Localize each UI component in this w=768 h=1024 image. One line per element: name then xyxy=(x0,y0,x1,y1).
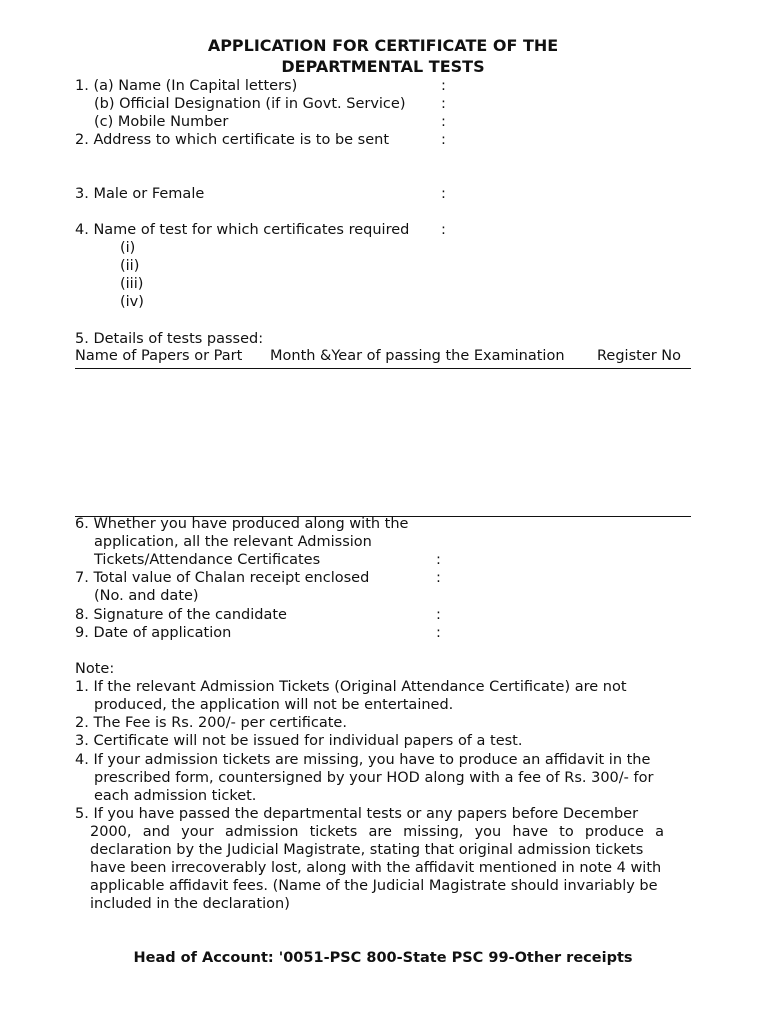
table-header-month-year: Month &Year of passing the Examination xyxy=(270,348,565,364)
note-5-line-4: have been irrecoverably lost, along with the affidavit mentioned in note 4 with xyxy=(90,860,662,876)
test-item-ii: (ii) xyxy=(120,258,140,274)
table-header-register-no: Register No xyxy=(597,348,682,364)
note-5-line-2: 2000, and your admission tickets are missing, you have to produce a xyxy=(90,824,664,840)
test-item-iii: (iii) xyxy=(120,276,144,292)
field-1a-name-label: 1. (a) Name (In Capital letters) xyxy=(75,78,298,94)
notes-heading: Note: xyxy=(75,661,115,677)
field-6-label-line-1: 6. Whether you have produced along with the xyxy=(75,516,409,532)
field-8-colon: : xyxy=(436,607,441,623)
field-1b-colon: : xyxy=(441,96,446,112)
field-1b-designation-label: (b) Official Designation (if in Govt. Service) xyxy=(94,96,406,112)
note-4-line-3: each admission ticket. xyxy=(94,788,257,804)
field-3-colon: : xyxy=(441,186,446,202)
note-4-line-1: 4. If your admission tickets are missing, you have to produce an affidavit in the xyxy=(75,752,651,768)
field-6-label-line-2: application, all the relevant Admission xyxy=(94,534,372,550)
table-header-rule xyxy=(75,368,691,369)
field-2-colon: : xyxy=(441,132,446,148)
note-5-line-6: included in the declaration) xyxy=(90,896,290,912)
field-2-address-label: 2. Address to which certificate is to be sent xyxy=(75,132,390,148)
field-8-signature-label: 8. Signature of the candidate xyxy=(75,607,287,623)
field-6-colon: : xyxy=(436,552,441,568)
note-1-line-2: produced, the application will not be entertained. xyxy=(94,697,454,713)
field-9-colon: : xyxy=(436,625,441,641)
field-9-date-label: 9. Date of application xyxy=(75,625,232,641)
field-3-gender-label: 3. Male or Female xyxy=(75,186,205,202)
note-3: 3. Certificate will not be issued for individual papers of a test. xyxy=(75,733,523,749)
field-1c-colon: : xyxy=(441,114,446,130)
field-6-label-line-3: Tickets/Attendance Certificates xyxy=(94,552,321,568)
field-7-label-line-1: 7. Total value of Chalan receipt enclosed xyxy=(75,570,370,586)
note-2: 2. The Fee is Rs. 200/- per certificate. xyxy=(75,715,347,731)
note-1-line-1: 1. If the relevant Admission Tickets (Original Attendance Certificate) are not xyxy=(75,679,627,695)
form-title-line-2: DEPARTMENTAL TESTS xyxy=(281,57,485,76)
head-of-account: Head of Account: '0051-PSC 800-State PSC 99-Other receipts xyxy=(133,950,633,966)
note-5-line-1: 5. If you have passed the departmental tests or any papers before December xyxy=(75,806,639,822)
field-7-colon: : xyxy=(436,570,441,586)
field-4-test-name-label: 4. Name of test for which certificates required xyxy=(75,222,410,238)
field-1a-colon: : xyxy=(441,78,446,94)
field-5-tests-passed-label: 5. Details of tests passed: xyxy=(75,331,264,347)
field-4-colon: : xyxy=(441,222,446,238)
form-title-line-1: APPLICATION FOR CERTIFICATE OF THE xyxy=(207,36,559,55)
table-header-papers: Name of Papers or Part xyxy=(75,348,243,364)
field-7-label-line-2: (No. and date) xyxy=(94,588,199,604)
note-5-line-5: applicable affidavit fees. (Name of the Judicial Magistrate should invariably be xyxy=(90,878,658,894)
test-item-i: (i) xyxy=(120,240,136,256)
test-item-iv: (iv) xyxy=(120,294,144,310)
note-4-line-2: prescribed form, countersigned by your HOD along with a fee of Rs. 300/- for xyxy=(94,770,654,786)
note-5-line-3: declaration by the Judicial Magistrate, stating that original admission tickets xyxy=(90,842,644,858)
field-1c-mobile-label: (c) Mobile Number xyxy=(94,114,229,130)
